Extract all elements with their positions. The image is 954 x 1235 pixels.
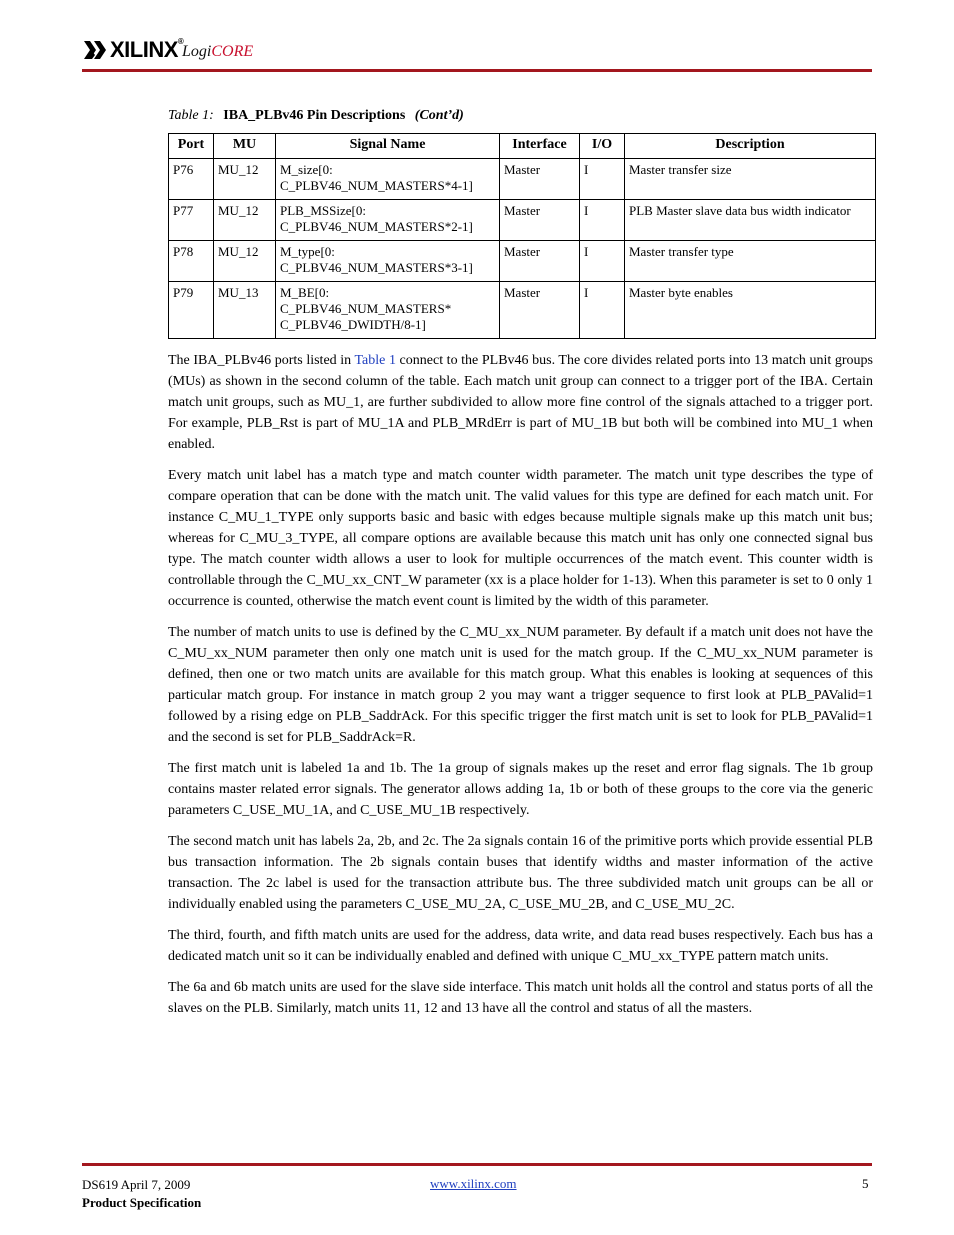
footer-doc-info <box>82 1176 201 1212</box>
signal-cell: M_type[0: C_PLBV46_NUM_MASTERS*3-1] <box>276 241 500 282</box>
paragraph: Every match unit label has a match type and match counter width parameter. The match unit type describes the type of compare operation that can be done with the match unit. The valid values for this type are defined for each match unit. For instance C_MU_1_TYPE only supports basic and basic with edges because multiple signals make up this match unit bus; whereas for C_MU_3_TYPE, all compare options are available because this match unit has only one connected signal bus type. The match counter width allows a user to look for multiple occurrences of the match event. This counter width is controllable through the C_MU_xx_CNT_W parameter (xx is a place holder for 1-13). When this parameter is set to 0 only 1 occurrence is counted, otherwise the match event count is limited by the width of this parameter. <box>168 468 873 609</box>
port-cell: P79 <box>169 282 214 339</box>
signal-cell: PLB_MSSize[0: C_PLBV46_NUM_MASTERS*2-1] <box>276 200 500 241</box>
logicore-logo: LogiCORE <box>182 43 254 60</box>
table-row <box>169 200 876 241</box>
column-header: Port <box>169 134 214 159</box>
website-link[interactable]: www.xilinx.com <box>430 1176 517 1191</box>
paragraph: The 6a and 6b match units are used for the slave side interface. This match unit holds all the control and status ports of all the slaves on the PLB. Similarly, match units 11, 12 and 13 have all the control and status of all the masters. <box>168 980 873 1016</box>
interface-cell: Master <box>500 200 580 241</box>
paragraph: The first match unit is labeled 1a and 1b. The 1a group of signals makes up the reset and error flag signals. The 1b group contains master related error signals. The generator allows adding 1a, 1b or both of these groups to the core via the generic parameters C_USE_MU_1A, and C_USE_MU_1B respectively. <box>168 761 873 818</box>
table-row <box>169 241 876 282</box>
paragraph: The IBA_PLBv46 ports listed in Table 1 connect to the PLBv46 bus. The core divides related ports into 13 match unit groups (MUs) as shown in the second column of the table. Each match unit group can connect to a trigger port of the IBA. Certain match unit groups, such as MU_1, are further subdivided to allow more fine control of the signals attached to a trigger port. For example, PLB_Rst is part of MU_1A and PLB_MRdErr is part of MU_1B but both will be combined into MU_1 when enabled. <box>168 353 873 452</box>
io-cell: I <box>580 241 625 282</box>
mu-cell: MU_12 <box>214 200 276 241</box>
brand-logo: XILINX® <box>110 37 184 62</box>
description-cell: Master transfer size <box>625 159 876 200</box>
port-cell: P77 <box>169 200 214 241</box>
description-cell: Master byte enables <box>625 282 876 339</box>
table-1-link[interactable]: Table 1 <box>354 353 396 368</box>
column-header: Signal Name <box>276 134 500 159</box>
io-cell: I <box>580 200 625 241</box>
column-header: I/O <box>580 134 625 159</box>
interface-cell: Master <box>500 241 580 282</box>
column-header: Description <box>625 134 876 159</box>
description-cell: Master transfer type <box>625 241 876 282</box>
table-caption <box>168 108 464 124</box>
footer-rule <box>82 1163 872 1166</box>
xilinx-x-logo-icon <box>82 38 108 64</box>
page-header <box>82 34 872 74</box>
doc-type: Product Specification <box>82 1195 202 1210</box>
interface-cell: Master <box>500 282 580 339</box>
paragraph: The third, fourth, and fifth match units are used for the address, data write, and data read buses respectively. Each bus has a dedicated match unit so it can be individually enabled and defined with unique C_MU_xx_TYPE pattern match units. <box>168 928 873 964</box>
column-header: Interface <box>500 134 580 159</box>
description-cell: PLB Master slave data bus width indicator <box>625 200 876 241</box>
caption-title: IBA_PLBv46 Pin Descriptions <box>223 108 406 123</box>
port-cell: P78 <box>169 241 214 282</box>
mu-cell: MU_12 <box>214 159 276 200</box>
column-header: MU <box>214 134 276 159</box>
io-cell: I <box>580 159 625 200</box>
caption-label: Table 1: <box>168 108 214 123</box>
caption-continued: (Cont’d) <box>414 108 464 123</box>
table-header-row <box>169 134 876 159</box>
paragraph: The number of match units to use is defined by the C_MU_xx_NUM parameter. By default if a match unit does not have the C_MU_xx_NUM parameter then only one match unit is used for the match group. If the C_MU_xx_NUM parameter is defined, then one or two match units are available for this match group. What this enables is looking at sequences of this particular match group. For instance in match group 2 you may want a trigger sequence to first look at PLB_PAValid=1 followed by a rising edge on PLB_SaddrAck. For this specific trigger the first match unit is set to look for PLB_PAValid=1 and the second is set for PLB_SaddrAck=R. <box>168 625 873 745</box>
mu-cell: MU_12 <box>214 241 276 282</box>
table-row <box>169 159 876 200</box>
paragraph: The second match unit has labels 2a, 2b, and 2c. The 2a signals contain 16 of the primitive ports which provide essential PLB bus transaction information. The 2b signals contain buses that identify widths and master information of the active transaction. The 2c label is used for the transaction attribute bus. The three subdivided match unit groups can be all or individually enabled using the parameters C_USE_MU_2A, C_USE_MU_2B, and C_USE_MU_2C. <box>168 834 873 912</box>
body-text <box>168 350 873 1029</box>
interface-cell: Master <box>500 159 580 200</box>
signal-cell: M_BE[0: C_PLBV46_NUM_MASTERS* C_PLBV46_DWIDTH/8-1] <box>276 282 500 339</box>
io-cell: I <box>580 282 625 339</box>
page-number: 5 <box>862 1176 869 1191</box>
table-row <box>169 282 876 339</box>
port-cell: P76 <box>169 159 214 200</box>
signal-cell: M_size[0: C_PLBV46_NUM_MASTERS*4-1] <box>276 159 500 200</box>
pin-descriptions-table <box>168 133 876 339</box>
doc-id: DS619 April 7, 2009 <box>82 1177 191 1192</box>
header-rule <box>82 69 872 72</box>
mu-cell: MU_13 <box>214 282 276 339</box>
